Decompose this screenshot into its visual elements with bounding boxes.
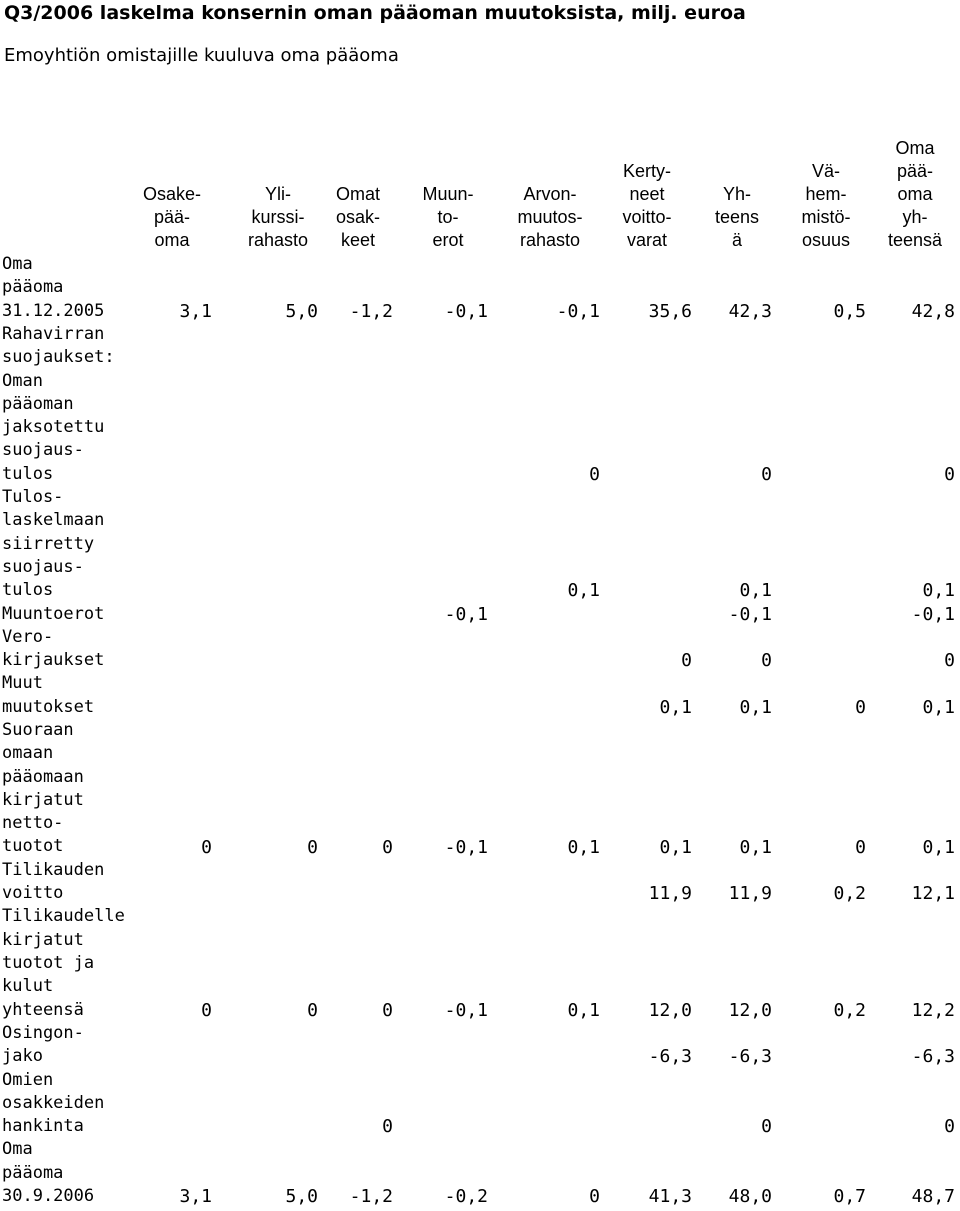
cell-arvonmuutosrahasto: 0 — [589, 463, 600, 485]
cell-vahemmistoosuus: 0,2 — [833, 999, 866, 1021]
cell-ylikurssirahasto: 5,0 — [285, 300, 318, 322]
cell-vahemmistoosuus: 0,2 — [833, 883, 866, 905]
cell-kertyneet_voittovarat: 0 — [681, 650, 692, 672]
cell-vahemmistoosuus: 0,7 — [833, 1186, 866, 1207]
cell-yhteensa: 0,1 — [739, 696, 772, 718]
cell-kertyneet_voittovarat: 41,3 — [648, 1186, 692, 1207]
cell-oma_paaoma_yhteensa: 0 — [944, 650, 955, 672]
cell-oma_paaoma_yhteensa: 12,2 — [911, 999, 955, 1021]
cell-omat_osakkeet: -1,2 — [349, 1186, 393, 1207]
cell-oma_paaoma_yhteensa: 0,1 — [922, 696, 955, 718]
row-label: Osingon- jako — [2, 1022, 84, 1067]
cell-oma_paaoma_yhteensa: 0,1 — [922, 580, 955, 602]
page-title: Q3/2006 laskelma konsernin oman pääoman muutoksista, milj. euroa — [4, 2, 746, 24]
cell-yhteensa: 48,0 — [728, 1186, 772, 1207]
row-label: Oma pääoma 30.9.2006 — [2, 1139, 95, 1206]
cell-ylikurssirahasto: 5,0 — [285, 1186, 318, 1207]
row-label: Tilikauden voitto — [2, 859, 105, 904]
column-header-omat_osakkeet: Omat osak- keet — [335, 184, 380, 250]
row-label: Omien osakkeiden hankinta — [2, 1069, 105, 1137]
cell-ylikurssirahasto: 0 — [307, 836, 318, 858]
column-header-ylikurssirahasto: Yli- kurssi- rahasto — [247, 184, 309, 250]
row-label: Rahavirran suojaukset: — [2, 323, 115, 368]
cell-yhteensa: 11,9 — [728, 883, 772, 905]
column-header-oma_paaoma_yhteensa: Oma pää- oma yh- teensä — [887, 138, 943, 250]
row-label: Vero- kirjaukset — [2, 626, 105, 671]
column-header-yhteensa: Yh- teens ä — [714, 184, 760, 250]
cell-omat_osakkeet: -1,2 — [349, 300, 393, 322]
cell-yhteensa: -0,1 — [728, 603, 772, 625]
cell-omat_osakkeet: 0 — [382, 836, 393, 858]
cell-omat_osakkeet: 0 — [382, 999, 393, 1021]
row-label: Muut muutokset — [2, 673, 95, 717]
cell-omat_osakkeet: 0 — [382, 1116, 393, 1138]
cell-kertyneet_voittovarat: 11,9 — [648, 883, 692, 905]
row-label: Oman pääoman jaksotettu suojaus- tulos — [2, 370, 105, 484]
cell-vahemmistoosuus: 0,5 — [833, 300, 866, 322]
cell-osakepaaoma: 0 — [201, 836, 212, 858]
cell-vahemmistoosuus: 0 — [855, 836, 866, 858]
cell-arvonmuutosrahasto: 0,1 — [567, 999, 600, 1021]
cell-kertyneet_voittovarat: 12,0 — [648, 999, 692, 1021]
cell-oma_paaoma_yhteensa: 0,1 — [922, 836, 955, 858]
column-header-muuntoerot: Muun- to- erot — [422, 184, 474, 250]
column-header-vahemmistoosuus: Vä- hem- mistö- osuus — [801, 161, 851, 250]
cell-osakepaaoma: 0 — [201, 999, 212, 1021]
cell-muuntoerot: -0,2 — [444, 1186, 488, 1207]
row-label: Tilikaudelle kirjatut tuotot ja kulut yhteensä — [2, 906, 125, 1020]
cell-osakepaaoma: 3,1 — [179, 1186, 212, 1207]
cell-kertyneet_voittovarat: 35,6 — [648, 300, 692, 322]
cell-yhteensa: 0 — [761, 1116, 772, 1138]
cell-yhteensa: 0,1 — [739, 580, 772, 602]
cell-oma_paaoma_yhteensa: -6,3 — [911, 1046, 955, 1068]
cell-yhteensa: 0,1 — [739, 836, 772, 858]
table-subtitle: Emoyhtiön omistajille kuuluva oma pääoma — [4, 45, 399, 66]
cell-muuntoerot: -0,1 — [444, 603, 488, 625]
cell-yhteensa: 0 — [761, 650, 772, 672]
cell-oma_paaoma_yhteensa: 42,8 — [911, 300, 955, 322]
cell-oma_paaoma_yhteensa: -0,1 — [911, 603, 955, 625]
cell-vahemmistoosuus: 0 — [855, 696, 866, 718]
cell-kertyneet_voittovarat: 0,1 — [659, 696, 692, 718]
cell-yhteensa: 12,0 — [728, 999, 772, 1021]
row-label: Suoraan omaan pääomaan kirjatut netto- tuotot — [2, 720, 84, 857]
cell-arvonmuutosrahasto: 0,1 — [567, 580, 600, 602]
cell-oma_paaoma_yhteensa: 48,7 — [911, 1186, 955, 1207]
column-header-osakepaaoma: Osake- pää- oma — [142, 184, 202, 250]
cell-oma_paaoma_yhteensa: 12,1 — [911, 883, 955, 905]
cell-arvonmuutosrahasto: 0,1 — [567, 836, 600, 858]
cell-muuntoerot: -0,1 — [444, 999, 488, 1021]
cell-yhteensa: -6,3 — [728, 1046, 772, 1068]
cell-oma_paaoma_yhteensa: 0 — [944, 1116, 955, 1138]
cell-yhteensa: 0 — [761, 463, 772, 485]
column-header-kertyneet_voittovarat: Kerty- neet voitto- varat — [622, 161, 672, 250]
row-label: Muuntoerot — [2, 603, 105, 624]
cell-yhteensa: 42,3 — [728, 300, 772, 322]
row-label: Oma pääoma 31.12.2005 — [2, 254, 105, 321]
cell-kertyneet_voittovarat: 0,1 — [659, 836, 692, 858]
cell-arvonmuutosrahasto: 0 — [589, 1186, 600, 1207]
cell-kertyneet_voittovarat: -6,3 — [648, 1046, 692, 1068]
cell-muuntoerot: -0,1 — [444, 300, 488, 322]
cell-arvonmuutosrahasto: -0,1 — [556, 300, 600, 322]
cell-ylikurssirahasto: 0 — [307, 999, 318, 1021]
column-header-arvonmuutosrahasto: Arvon- muutos- rahasto — [517, 184, 583, 250]
cell-muuntoerot: -0,1 — [444, 836, 488, 858]
row-label: Tulos- laskelmaan siirretty suojaus- tulos — [2, 487, 105, 601]
cell-oma_paaoma_yhteensa: 0 — [944, 463, 955, 485]
cell-osakepaaoma: 3,1 — [179, 300, 212, 322]
